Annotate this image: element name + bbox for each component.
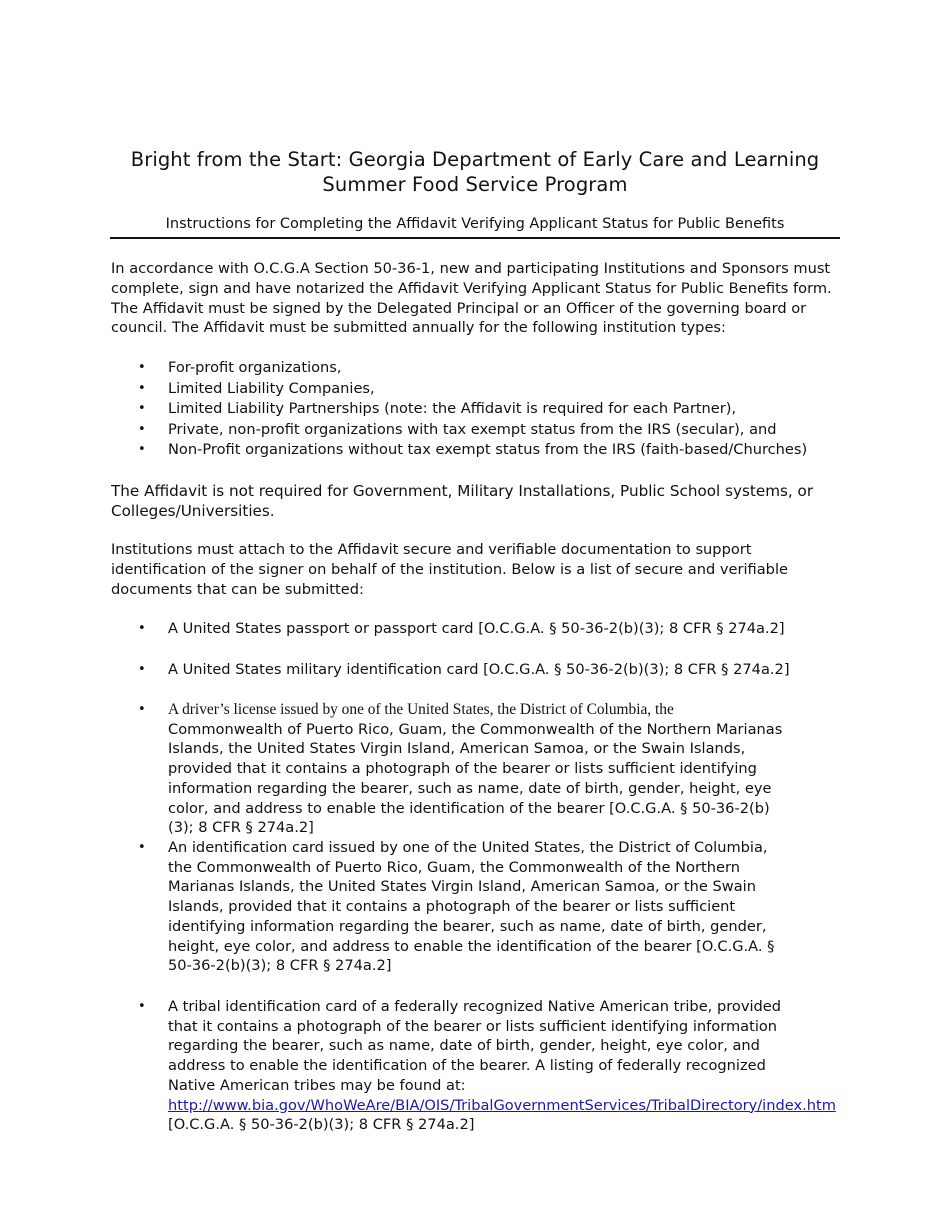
bullet-icon: • xyxy=(138,662,146,677)
document-item-passport xyxy=(138,619,848,639)
institution-types-list xyxy=(138,358,838,461)
page-title: Bright from the Start: Georgia Department of Early Care and Learning xyxy=(130,148,820,171)
document-item-lead: A driver’s license issued by one of the United States, the District of Columbia, the xyxy=(168,701,674,718)
bullet-icon: • xyxy=(138,999,146,1014)
program-title: Summer Food Service Program xyxy=(322,173,628,196)
bullet-icon: • xyxy=(138,380,146,396)
bullet-icon: • xyxy=(138,360,146,375)
document-item-drivers-license xyxy=(138,700,848,838)
documents-intro-paragraph: Institutions must attach to the Affidavit secure and verifiable documentation to support identification of the signer on behalf of the institution. Below is a list of secure and verifiable documents that can be submitted: xyxy=(111,541,788,598)
bullet-icon: • xyxy=(138,401,146,417)
document-item-text: A United States passport or passport card [O.C.G.A. § 50-36-2(b)(3); 8 CFR § 274a.2] xyxy=(168,620,785,637)
document-item-citation: [O.C.G.A. § 50-36-2(b)(3); 8 CFR § 274a.2] xyxy=(168,1116,475,1134)
document-item-text xyxy=(168,700,786,838)
document-item-text xyxy=(168,997,836,1135)
list-item-text: Private, non-profit organizations with tax exempt status from the IRS (secular), and xyxy=(168,420,777,438)
bullet-icon: • xyxy=(138,442,146,458)
tribal-directory-link[interactable]: http://www.bia.gov/WhoWeAre/BIA/OIS/TribalGovernmentServices/TribalDirectory/index.htm xyxy=(168,1096,836,1114)
list-item xyxy=(138,379,838,400)
not-required-paragraph: The Affidavit is not required for Government, Military Installations, Public School systems, or Colleges/Universities. xyxy=(111,482,814,520)
bullet-icon: • xyxy=(138,621,146,636)
list-item xyxy=(138,358,838,379)
intro-paragraph: In accordance with O.C.G.A Section 50-36-1, new and participating Institutions and Sponsors must complete, sign and have notarized the Affidavit Verifying Applicant Status for Public Benefits form. The Affidavit must be signed by the Delegated Principal or an Officer of the governing board or council. The Affidavit must be submitted annually for the following institution types: xyxy=(111,260,832,337)
header-divider xyxy=(110,237,840,239)
list-item-text: Limited Liability Companies, xyxy=(168,379,375,397)
list-item-text: For-profit organizations, xyxy=(168,359,342,376)
document-item-military-id xyxy=(138,660,848,680)
list-item-text: Limited Liability Partnerships (note: the Affidavit is required for each Partner), xyxy=(168,400,737,418)
list-item-text: Non-Profit organizations without tax exempt status from the IRS (faith-based/Churches) xyxy=(168,441,808,459)
list-item xyxy=(138,399,838,420)
list-item xyxy=(138,420,838,441)
bullet-icon: • xyxy=(138,840,146,855)
document-item-text: An identification card issued by one of the United States, the District of Columbia, the Commonwealth of Puerto Rico, Guam, the Commonwealth of the Northern Marianas Islands, the United States Virgin Island, American Samoa, or the Swain Islands, provided that it contains a photograph of the bearer or lists sufficient identifying information regarding the bearer, such as name, date of birth, gender, height, eye color, and address to enable the identification of the bearer [O.C.G.A. § 50-36-2(b)(3); 8 CFR § 274a.2] xyxy=(168,839,775,975)
bullet-icon: • xyxy=(138,702,146,717)
document-item-body: Commonwealth of Puerto Rico, Guam, the Commonwealth of the Northern Marianas Islands, the United States Virgin Island, American Samoa, or the Swain Islands, provided that it contains a photograph of the bearer or lists sufficient identifying information regarding the bearer, such as name, date of birth, gender, height, eye color, and address to enable the identification of the bearer [O.C.G.A. § 50-36-2(b)(3); 8 CFR § 274a.2] xyxy=(168,720,783,837)
document-item-tribal-id xyxy=(138,997,848,1135)
list-item xyxy=(138,440,838,461)
bullet-icon: • xyxy=(138,421,146,437)
instructions-subtitle: Instructions for Completing the Affidavit Verifying Applicant Status for Public Benefits xyxy=(165,216,785,232)
document-item-state-id-card xyxy=(138,838,848,976)
document-item-text: A United States military identification card [O.C.G.A. § 50-36-2(b)(3); 8 CFR § 274a.2] xyxy=(168,661,790,678)
document-item-body: A tribal identification card of a federally recognized Native American tribe, provided that it contains a photograph of the bearer or lists sufficient identifying information regarding the bearer, such as name, date of birth, gender, height, eye color, and address to enable the identification of the bearer. A listing of federally recognized Native American tribes may be found at: xyxy=(168,998,782,1094)
